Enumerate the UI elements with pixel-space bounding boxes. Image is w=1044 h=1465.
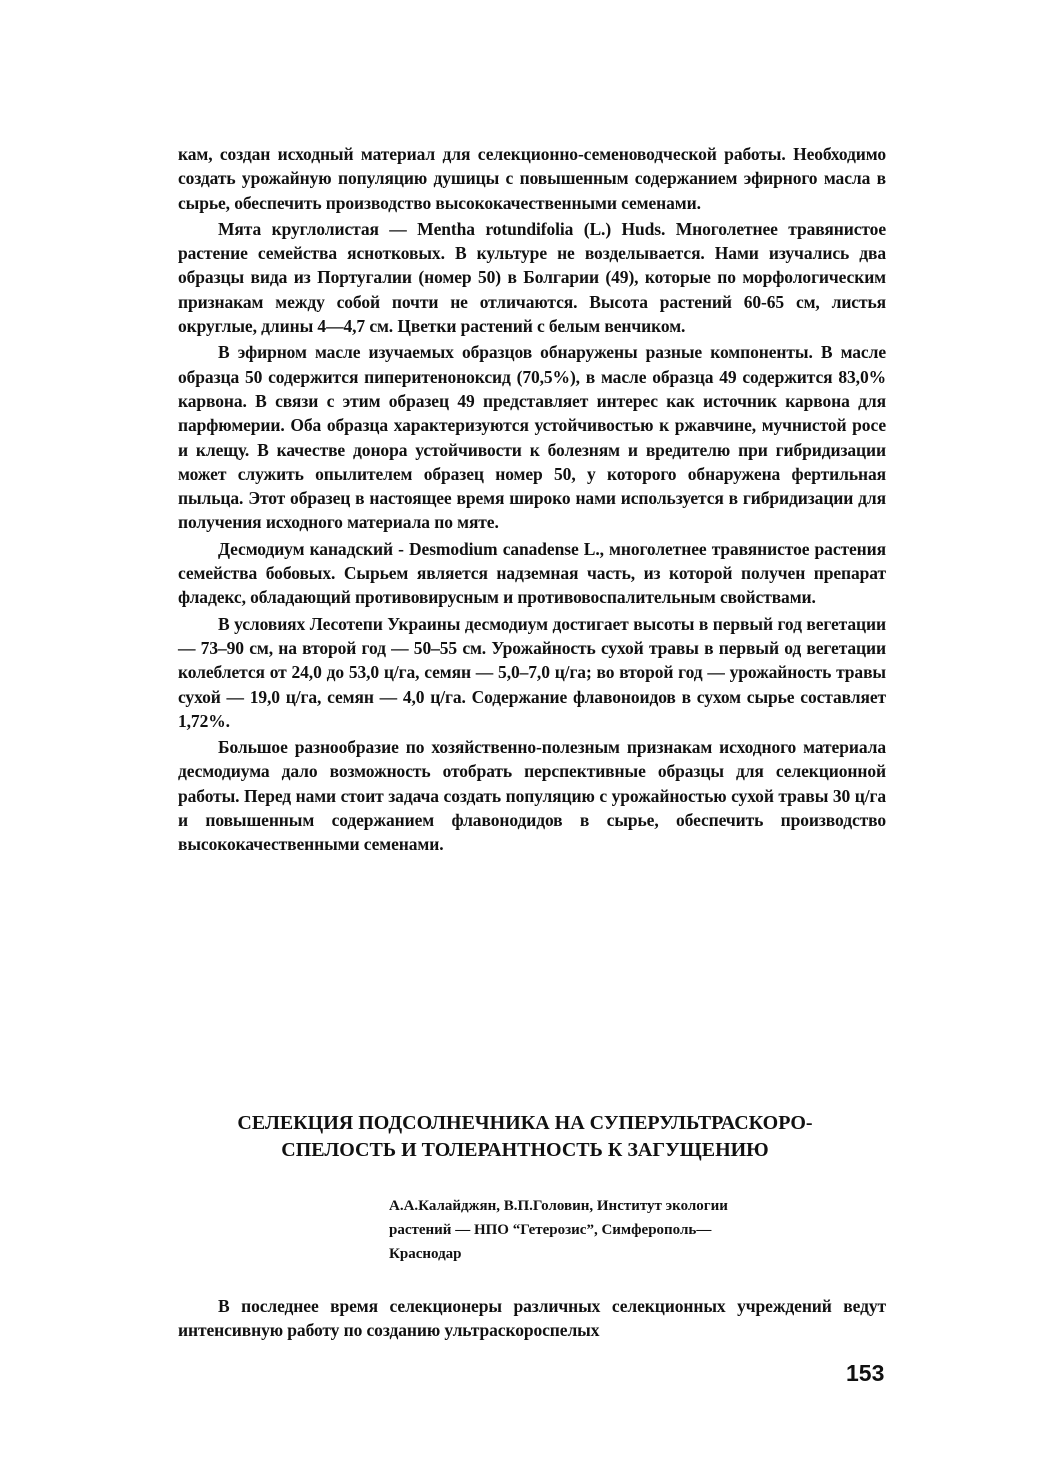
body-text-top: [178, 142, 886, 857]
paragraph-mentha: Мята круглолистая — Mentha rotundifolia (L.) Huds. Многолетнее травянистое растение семейства яснотковых. В культуре не возделывается. Нами изучались два образцы вида из Португалии (номер 50) в Болгарии (49), которые по морфологическим признакам между собой почти не отличаются. Высота растений 60-65 см, листья округлые, длины 4—4,7 см. Цветки растений с белым венчиком.: [178, 218, 886, 337]
paragraph-desmodium-growth: В условиях Лесотепи Украины десмодиум достигает высоты в первый год вегетации — 73–90 см, на второй год — 50–55 см. Урожайность сухой травы в первый од вегетации колеблется от 24,0 до 53,0 ц/га, семян — 5,0–7,0 ц/га; во второй год — урожайность травы сухой — 19,0 ц/га, семян — 4,0 ц/га. Содержание флавоноидов в сухом сырье составляет 1,72%.: [178, 613, 886, 731]
authors-line-1: А.А.Калайджян, В.П.Головин, Институт экологии: [389, 1198, 728, 1214]
article-title-line-1: СЕЛЕКЦИЯ ПОДСОЛНЕЧНИКА НА СУПЕРУЛЬТРАСКОРО-: [237, 1112, 813, 1134]
paragraph-essential-oil: В эфирном масле изучаемых образцов обнаружены разные компоненты. В масле образца 50 содержится пиперитеноноксид (70,5%), в масле образца 49 содержится 83,0% карвона. В связи с этим образец 49 представляет интерес как источник карвона для парфюмерии. Оба образца характеризуются устойчивостью к ржавчине, мучнистой росе и клещу. В качестве донора устойчивости к болезням и вредителю при гибридизации может служить опылителем образец номер 50, у которого обнаружена фертильная пыльца. Этот образец в настоящее время широко нами используется в гибридизации для получения исходного материала по мяте.: [178, 342, 886, 533]
authors-line-3: Краснодар: [389, 1246, 462, 1262]
article-title: [160, 1110, 890, 1164]
authors-line-2: растений — НПО “Гетерозис”, Симферополь—: [389, 1222, 712, 1238]
paragraph-continuation: кам, создан исходный материал для селекционно-семеноводческой работы. Необходимо создать урожайную популяцию душицы с повышенным содержанием эфирного масла в сырье, обеспечить производство высококачественными семенами.: [178, 144, 886, 213]
article-authors: [389, 1194, 879, 1266]
body-text-article: [178, 1294, 886, 1343]
article-title-line-2: СПЕЛОСТЬ И ТОЛЕРАНТНОСТЬ К ЗАГУЩЕНИЮ: [281, 1139, 769, 1161]
paragraph-desmodium-selection: Большое разнообразие по хозяйственно-полезным признакам исходного материала десмодиума дало возможность отобрать перспективные образцы для селекционной работы. Перед нами стоит задача создать популяцию с урожайностью сухой травы 30 ц/га и повышенным содержанием флавонодидов в сырье, обеспечить производство высококачественными семенами.: [178, 737, 886, 855]
page-number: 153: [846, 1360, 885, 1386]
paragraph-article-intro: В последнее время селекционеры различных селекционных учреждений ведут интенсивную работу по созданию ультраскороспелых: [178, 1296, 886, 1341]
paragraph-desmodium: Десмодиум канадский - Desmodium canadense L., многолетнее травянистое растения семейства бобовых. Сырьем является надземная часть, из которой получен препарат фладекс, обладающий противовирусным и противовоспалительным свойствами.: [178, 538, 886, 608]
